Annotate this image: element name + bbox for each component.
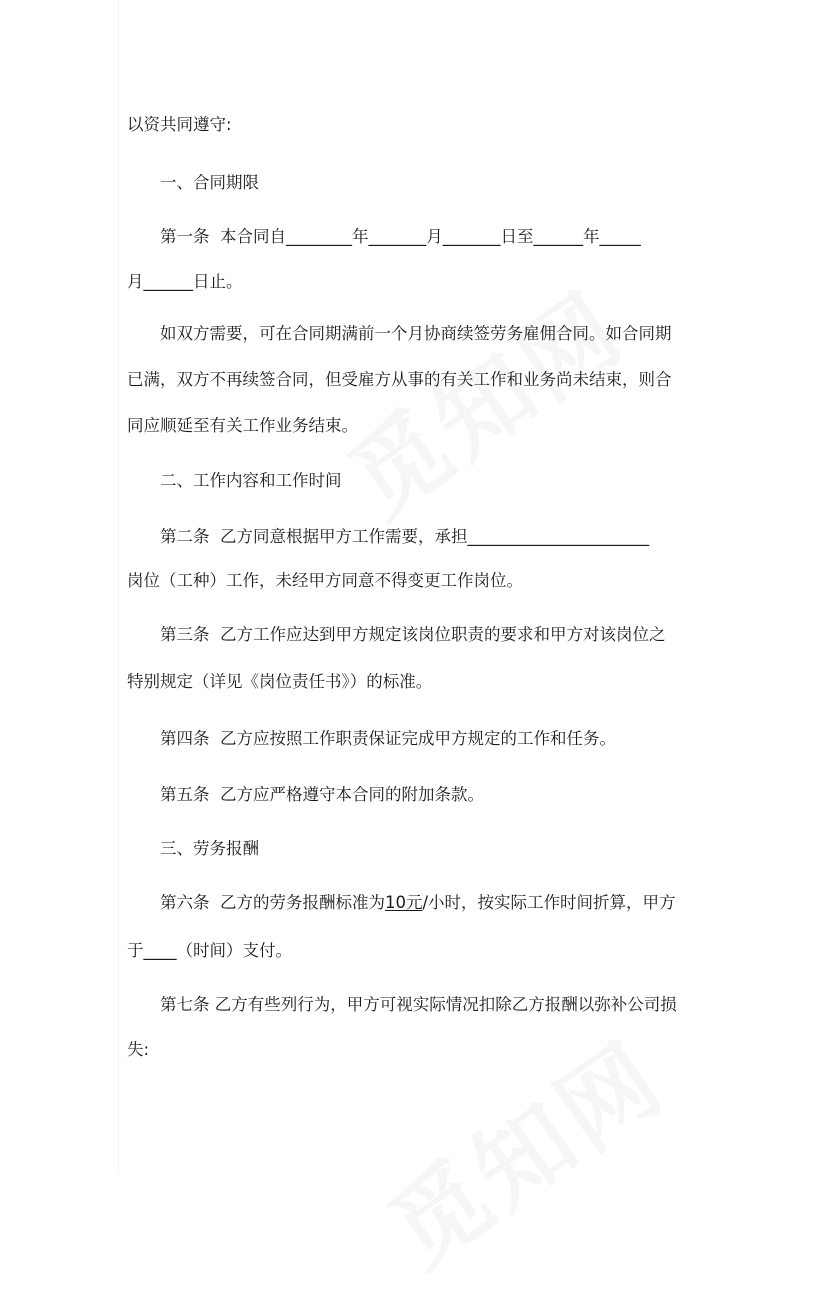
paragraph-line: 于____（时间）支付。	[127, 941, 292, 960]
paragraph-line: 第二条 乙方同意根据甲方工作需要，承担______________________	[160, 527, 649, 546]
paragraph-line: 第一条 本合同自________年_______月_______日至______年_____	[160, 227, 641, 246]
paragraph-line: 岗位（工种）工作，未经甲方同意不得变更工作岗位。	[127, 571, 523, 590]
paragraph-line: 失:	[127, 1040, 150, 1059]
paragraph-line	[160, 893, 730, 913]
section-heading: 三、劳务报酬	[160, 839, 259, 858]
page-edge	[118, 0, 119, 1175]
paragraph-line: 已满，双方不再续签合同，但受雇方从事的有关工作和业务尚未结束，则合	[127, 370, 672, 389]
wage-rate: 10元	[385, 893, 423, 912]
paragraph-line: 特别规定（详见《岗位责任书》）的标准。	[127, 672, 433, 691]
section-heading: 一、合同期限	[160, 173, 259, 192]
clause-text: 第六条 乙方的劳务报酬标准为	[160, 893, 385, 912]
paragraph-line: 同应顺延至有关工作业务结束。	[127, 416, 358, 435]
paragraph-line: 第四条 乙方应按照工作职责保证完成甲方规定的工作和任务。	[160, 729, 616, 748]
watermark	[318, 255, 647, 543]
paragraph-line: 第五条 乙方应严格遵守本合同的附加条款。	[160, 785, 484, 804]
paragraph-line: 以资共同遵守:	[127, 115, 232, 134]
paragraph-line: 月______日止。	[127, 272, 243, 291]
section-heading: 二、工作内容和工作时间	[160, 471, 342, 490]
clause-text: /小时，按实际工作时间折算，甲方	[422, 893, 676, 912]
paragraph-line: 第七条 乙方有些列行为，甲方可视实际情况扣除乙方报酬以弥补公司损	[160, 995, 677, 1014]
paragraph-line: 第三条 乙方工作应达到甲方规定该岗位职责的要求和甲方对该岗位之	[160, 625, 666, 644]
paragraph-line: 如双方需要，可在合同期满前一个月协商续签劳务雇佣合同。如合同期	[160, 324, 672, 343]
